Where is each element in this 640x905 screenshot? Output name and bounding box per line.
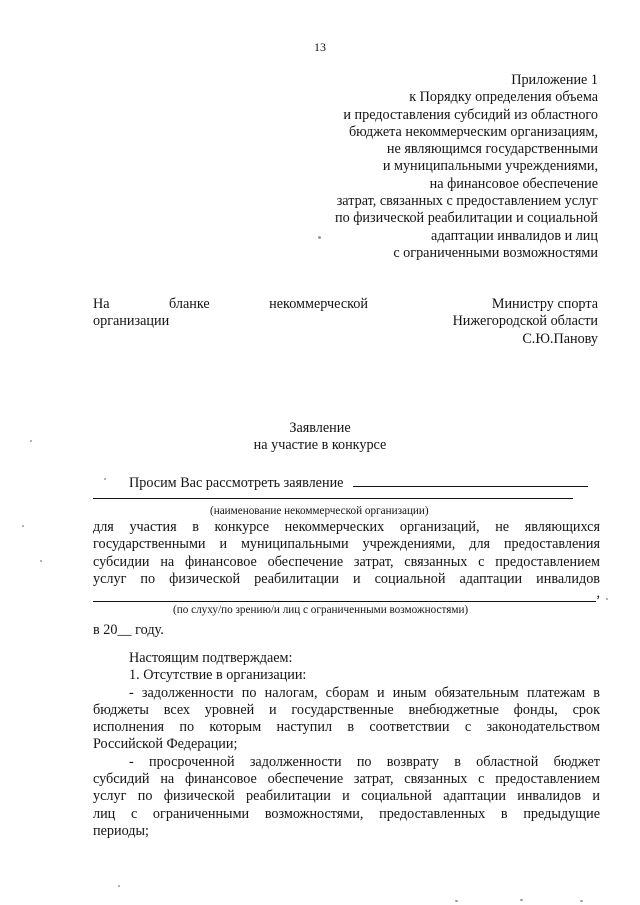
scan-speck bbox=[318, 236, 321, 239]
appendix-line: по физической реабилитации и социальной bbox=[334, 210, 598, 227]
category-blank-line bbox=[93, 585, 600, 602]
appendix-line: на финансовое обеспечение bbox=[429, 175, 598, 192]
confirm-text-line: услуг по физической реабилитации и социальной адаптации инвалидов и bbox=[93, 788, 600, 805]
request-body bbox=[93, 519, 600, 588]
scan-speck bbox=[40, 560, 42, 562]
document-title bbox=[0, 420, 640, 455]
scan-speck bbox=[22, 525, 24, 527]
scan-speck bbox=[455, 900, 458, 902]
appendix-line: не являющимся государственными bbox=[386, 141, 598, 158]
letterhead-word: На bbox=[93, 296, 110, 312]
year-line: в 20__ году. bbox=[93, 622, 164, 638]
appendix-line: адаптации инвалидов и лиц bbox=[431, 227, 598, 244]
recipient-title: Министру спорта bbox=[491, 296, 598, 312]
appendix-header bbox=[278, 72, 598, 262]
confirm-text-line: субсидий на финансовое обеспечение затрат, связанных с предоставлением bbox=[93, 771, 600, 788]
confirm-heading: Настоящим подтверждаем: bbox=[129, 650, 293, 666]
letterhead-line: организации bbox=[93, 313, 170, 330]
appendix-line: бюджета некоммерческим организациям, bbox=[348, 123, 598, 140]
confirm-text-line: Российской Федерации; bbox=[93, 736, 238, 753]
letterhead-note bbox=[93, 296, 368, 331]
recipient-region: Нижегородской области bbox=[452, 313, 598, 330]
confirm-text-line: бюджеты всех уровней и государственные внебюджетные фонды, срок bbox=[93, 701, 600, 718]
request-text-line: услуг по физической реабилитации и социальной адаптации инвалидов bbox=[93, 570, 600, 587]
appendix-line: затрат, связанных с предоставлением услуг bbox=[336, 193, 598, 210]
scan-speck bbox=[30, 440, 32, 442]
scan-speck bbox=[104, 478, 106, 480]
page-number: 13 bbox=[314, 40, 326, 54]
appendix-line: Приложение 1 bbox=[511, 72, 598, 88]
confirm-item-1: 1. Отсутствие в организации: bbox=[129, 667, 307, 684]
org-name-blank-line bbox=[93, 484, 600, 499]
confirm-text-line: - задолженности по налогам, сборам и иным обязательным платежам в bbox=[129, 684, 600, 701]
request-text-line: для участия в конкурсе некоммерческих организаций, не являющихся bbox=[93, 519, 600, 535]
scan-speck bbox=[118, 885, 120, 887]
request-text-line: государственными и муниципальными учреждениями, для предоставления bbox=[93, 536, 600, 553]
title-line: Заявление bbox=[289, 420, 351, 436]
appendix-line: с ограниченными возможностями bbox=[393, 244, 598, 261]
scan-speck bbox=[520, 899, 523, 901]
confirm-text-line: периоды; bbox=[93, 822, 149, 839]
line-comma: , bbox=[596, 585, 600, 601]
recipient-name: С.Ю.Панову bbox=[522, 330, 598, 347]
scan-speck bbox=[606, 598, 608, 600]
appendix-line: к Порядку определения объема bbox=[409, 89, 598, 106]
appendix-line: и предоставления субсидий из областного bbox=[343, 106, 598, 123]
recipient-block bbox=[378, 296, 598, 348]
confirm-section bbox=[93, 650, 600, 840]
confirm-text-line: - просроченной задолженности по возврату в областной бюджет bbox=[129, 753, 600, 770]
appendix-line: и муниципальными учреждениями, bbox=[382, 158, 598, 175]
scan-speck bbox=[580, 900, 583, 902]
confirm-text-line: исполнения по которым наступил в соответствии с законодательством bbox=[93, 719, 600, 736]
confirm-text-line: лиц с ограниченными возможностями, предоставленных в предыдущие bbox=[93, 805, 600, 822]
title-line: на участие в конкурсе bbox=[253, 437, 387, 454]
org-name-caption: (наименование некоммерческой организации) bbox=[210, 505, 429, 517]
category-caption: (по слуху/по зрению/и лиц с ограниченными возможностями) bbox=[173, 604, 469, 616]
request-text-line: субсидии на финансовое обеспечение затрат, связанных с предоставлением bbox=[93, 553, 600, 570]
request-lead: Просим Вас рассмотреть заявление bbox=[129, 475, 344, 491]
letterhead-word: бланке bbox=[169, 296, 210, 312]
letterhead-word: некоммерческой bbox=[269, 296, 368, 312]
